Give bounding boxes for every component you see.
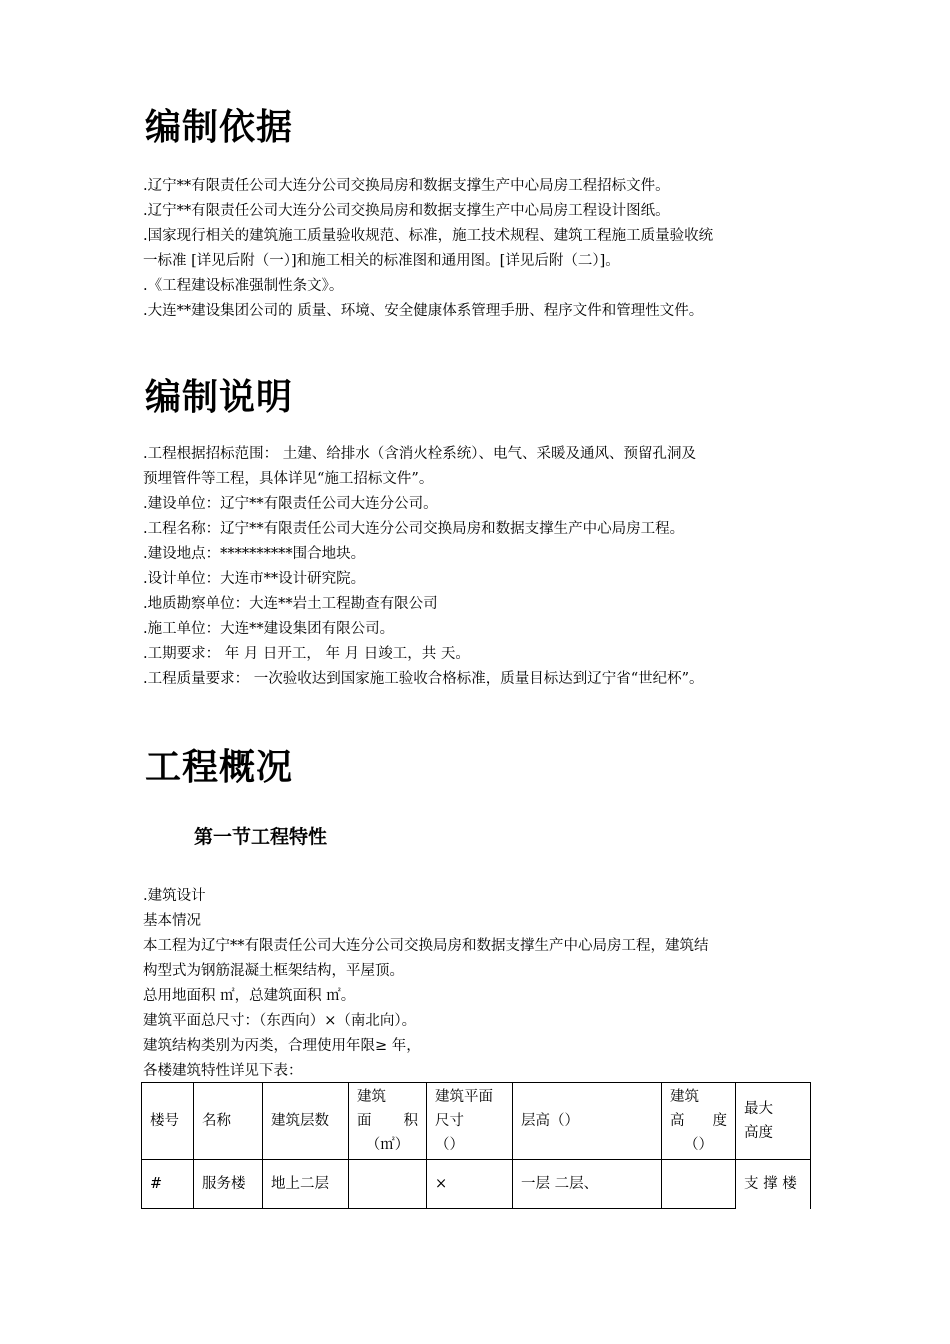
- basis-item: 一标准 [详见后附（一）]和施工相关的标准图和通用图。[详见后附（二）]。: [143, 253, 620, 269]
- section-title-basis: 编制依据: [145, 107, 294, 148]
- header-building-height: [662, 1083, 736, 1160]
- cell-building-number: #: [142, 1160, 194, 1209]
- header-area-line2: [357, 1109, 418, 1133]
- header-height-l2b: 度: [712, 1113, 728, 1129]
- section-title-overview: 工程概况: [145, 747, 294, 788]
- notes-item: .工程根据招标范围： 土建、给排水（含消火栓系统）、电气、采暖及通风、预留孔洞及: [143, 446, 696, 462]
- cell-plan-size: ×: [427, 1160, 513, 1209]
- cell-area: [349, 1160, 427, 1209]
- basis-item: .大连**建设集团公司的 质量、环境、安全健康体系管理手册、程序文件和管理性文件。: [143, 303, 704, 319]
- basis-list: [143, 174, 813, 324]
- header-height-line2: [670, 1109, 727, 1133]
- header-building-number: 楼号: [142, 1083, 194, 1160]
- notes-item: 预埋管件等工程，具体详见“施工招标文件”。: [143, 471, 434, 487]
- section-title-notes: 编制说明: [145, 377, 294, 418]
- notes-item: .工程质量要求： 一次验收达到国家施工验收合格标准，质量目标达到辽宁省“世纪杯”。: [143, 671, 704, 687]
- overview-list: [143, 884, 813, 1084]
- header-size-unit: （）: [435, 1137, 464, 1153]
- header-size-line1: 建筑平面: [435, 1089, 493, 1105]
- basis-item: .辽宁**有限责任公司大连分公司交换局房和数据支撑生产中心局房工程设计图纸。: [143, 203, 670, 219]
- header-height-unit: （）: [684, 1137, 713, 1153]
- overview-item: 建筑平面总尺寸：（东西向）×（南北向）。: [143, 1013, 417, 1029]
- overview-item: 总用地面积 ㎡，总建筑面积 ㎡。: [143, 988, 356, 1004]
- header-area-line1: 建筑: [357, 1089, 386, 1105]
- notes-item: .建设地点：**********围合地块。: [143, 546, 366, 562]
- overview-item: 建筑结构类别为丙类，合理使用年限≥ 年，: [143, 1038, 421, 1054]
- header-name: 名称: [194, 1083, 263, 1160]
- cell-name: 服务楼: [194, 1160, 263, 1209]
- table-header-row: [142, 1083, 811, 1160]
- overview-item: 本工程为辽宁**有限责任公司大连分公司交换局房和数据支撑生产中心局房工程，建筑结: [143, 938, 709, 954]
- overview-item: 基本情况: [143, 913, 201, 929]
- building-spec-table: [141, 1082, 811, 1209]
- header-size-line2: 尺寸: [435, 1113, 464, 1129]
- header-area-l2a: 面: [357, 1113, 386, 1129]
- notes-item: .设计单位：大连市**设计研究院。: [143, 571, 366, 587]
- header-floors: 建筑层数: [263, 1083, 349, 1160]
- overview-item: 构型式为钢筋混凝土框架结构，平屋顶。: [143, 963, 404, 979]
- notes-item: .地质勘察单位：大连**岩土工程勘查有限公司: [143, 596, 438, 612]
- overview-item: .建筑设计: [143, 888, 206, 904]
- cell-building-height: [662, 1160, 736, 1209]
- notes-item: .施工单位：大连**建设集团有限公司。: [143, 621, 395, 637]
- notes-item: .工程名称：辽宁**有限责任公司大连分公司交换局房和数据支撑生产中心局房工程。: [143, 521, 685, 537]
- cell-max-height: 支 撑 楼: [736, 1160, 811, 1209]
- header-storey-height: 层高（）: [513, 1083, 662, 1160]
- notes-item: .建设单位：辽宁**有限责任公司大连分公司。: [143, 496, 438, 512]
- subsection-title: 第一节工程特性: [194, 826, 328, 848]
- header-height-l2a: 高: [670, 1113, 697, 1129]
- header-height-line1: 建筑: [670, 1089, 699, 1105]
- cell-floors: 地上二层: [263, 1160, 349, 1209]
- basis-item: .国家现行相关的建筑施工质量验收规范、标准，施工技术规程、建筑工程施工质量验收统: [143, 228, 714, 244]
- notes-list: [143, 442, 813, 692]
- header-plan-size: [427, 1083, 513, 1160]
- table-row: [142, 1160, 811, 1209]
- basis-item: .辽宁**有限责任公司大连分公司交换局房和数据支撑生产中心局房工程招标文件。: [143, 178, 670, 194]
- header-area-l2b: 积: [403, 1113, 419, 1129]
- notes-item: .工期要求： 年 月 日开工， 年 月 日竣工，共 天。: [143, 646, 470, 662]
- header-area-unit: （㎡）: [365, 1137, 410, 1153]
- header-area: [349, 1083, 427, 1160]
- header-max-height: [736, 1083, 811, 1160]
- basis-item: .《工程建设标准强制性条文》。: [143, 278, 344, 294]
- overview-item: 各楼建筑特性详见下表：: [143, 1063, 303, 1079]
- header-maxh-line1: 最大: [744, 1101, 773, 1117]
- header-maxh-line2: 高度: [744, 1125, 773, 1141]
- cell-storey-height: 一层 二层、: [513, 1160, 662, 1209]
